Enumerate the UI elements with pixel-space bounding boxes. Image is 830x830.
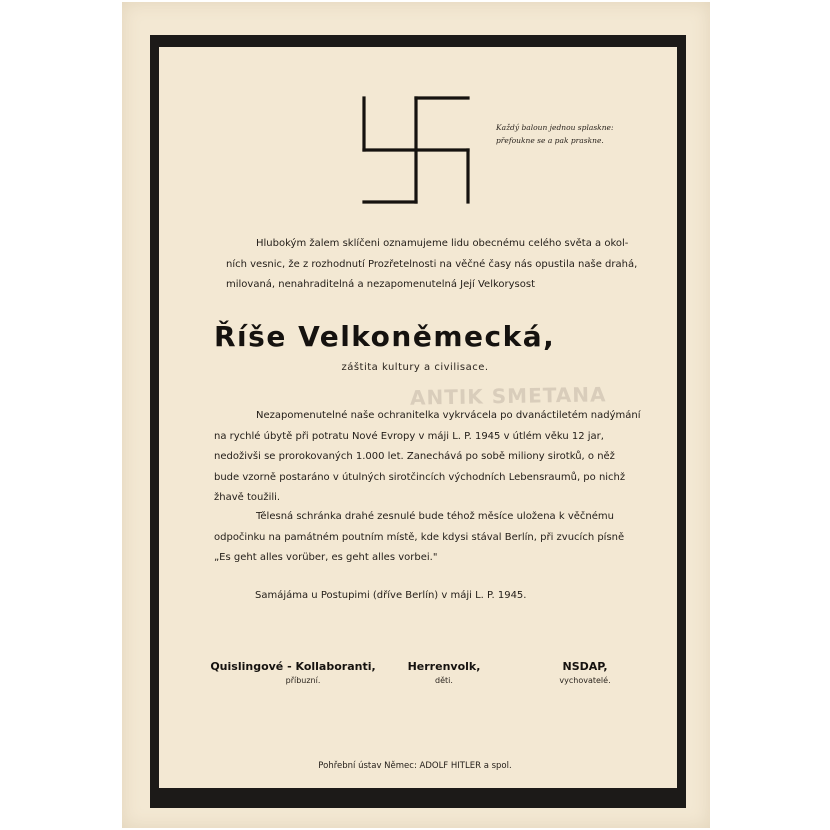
body-paragraph-2 (214, 507, 625, 569)
mourning-border-bottom (150, 788, 684, 808)
body-line: Nezapomenutelné naše ochranitelka vykrvácela po dvanáctiletém nadýmání (256, 410, 641, 421)
signatory-name: Quislingové - Kollaboranti, (210, 660, 376, 673)
intro-paragraph (226, 234, 638, 296)
headline: Říše Velkoněmecká, (214, 320, 556, 353)
signatory-relatives (208, 660, 378, 685)
intro-line: ních vesnic, že z rozhodnutí Prozřetelnosti na věčné časy nás opustila naše drahá, (226, 258, 638, 270)
signatory-name: NSDAP, (562, 660, 608, 673)
signatory-children (384, 660, 504, 685)
body-line: žhavě toužili. (214, 492, 281, 503)
motto (496, 121, 636, 147)
hakenkreuz-emblem-icon (360, 94, 472, 206)
intro-line: milovaná, nenahraditelná a nezapomenutelná Její Velkorysost (226, 279, 536, 290)
signatory-name: Herrenvolk, (407, 660, 481, 673)
body-line: bude vzorně postaráno v útulných sirotčincích východních Lebensraumů, po nichž (214, 471, 626, 483)
intro-line: Hlubokým žalem sklíčeni oznamujeme lidu obecnému celého světa a okol- (256, 238, 629, 249)
subtitle: záštita kultury a civilisace. (341, 362, 489, 373)
body-line: na rychlé úbytě při potratu Nové Evropy v máji L. P. 1945 v útlém věku 12 jar, (214, 430, 604, 442)
signatory-role: vychovatelé. (559, 676, 611, 685)
body-line: Tělesná schránka drahé zesnulé bude téhož měsíce uložena k věčnému (256, 511, 614, 522)
motto-line: přefoukne se a pak praskne. (496, 136, 604, 145)
mourning-border-top (150, 35, 684, 47)
place-date: Samájáma u Postupimi (dříve Berlín) v máji L. P. 1945. (255, 590, 527, 601)
funeral-home-footer: Pohřební ústav Němec: ADOLF HITLER a spol. (318, 761, 512, 771)
body-line: odpočinku na památném poutním místě, kde kdysi stával Berlín, při zvucích písně (214, 531, 625, 543)
signatory-educators (520, 660, 650, 685)
motto-line: Každý baloun jednou splaskne: (496, 123, 614, 132)
mourning-border-right (677, 35, 686, 808)
mourning-border-left (150, 35, 159, 808)
signatory-role: příbuzní. (285, 676, 321, 685)
body-line: „Es geht alles vorüber, es geht alles vorbei." (214, 552, 438, 563)
body-paragraph-1 (214, 406, 641, 509)
watermark: ANTIK SMETANA (409, 382, 607, 410)
signatory-role: děti. (435, 676, 453, 685)
body-line: nedoživši se prorokovaných 1.000 let. Zanechává po sobě miliony sirotků, o něž (214, 451, 615, 462)
